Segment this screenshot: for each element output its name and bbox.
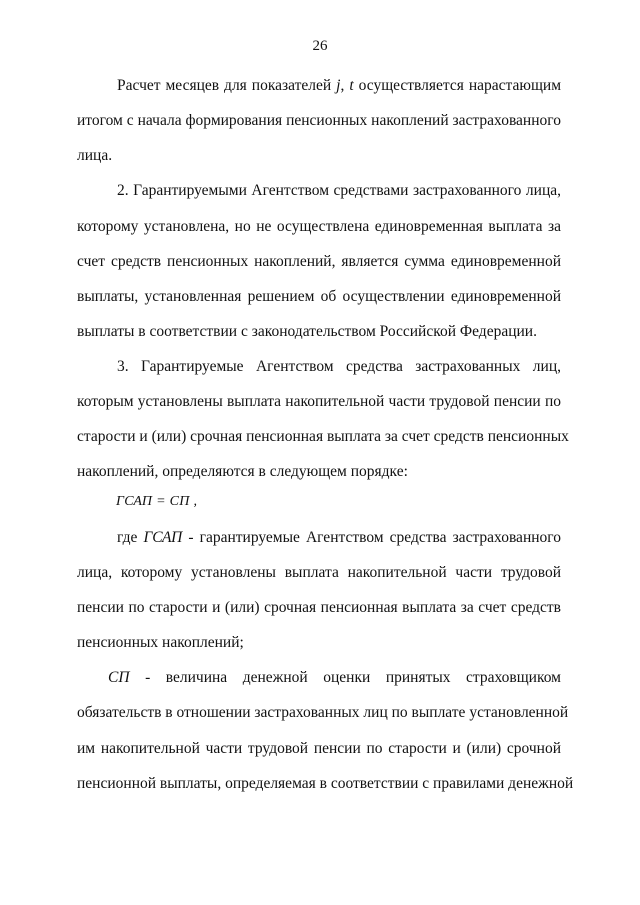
text-fragment: Расчет месяцев для показателей [117, 77, 337, 94]
variable-j: j [336, 77, 341, 94]
definition-sp-line-2: обязательств в отношении застрахованных лиц по выплате установленной [77, 704, 569, 721]
variable-t: t [349, 77, 354, 94]
paragraph-2-line-5: выплаты в соответствии с законодательством Российской Федерации. [77, 323, 537, 340]
paragraph-1-line-1 [117, 76, 561, 96]
paragraph-1-line-2: итогом с начала формирования пенсионных накоплений застрахованного [77, 112, 561, 129]
paragraph-3-line-3: старости и (или) срочная пенсионная выплата за счет средств пенсионных [77, 428, 569, 445]
definition-sp-line-3: им накопительной части трудовой пенсии по старости и (или) срочной [77, 740, 561, 757]
definition-gsap-line-1 [117, 528, 561, 548]
paragraph-3-line-4: накоплений, определяются в следующем порядке: [77, 463, 408, 480]
definition-gsap-line-3: пенсии по старости и (или) срочная пенсионная выплата за счет средств [77, 599, 561, 616]
definition-gsap-line-2: лица, которому установлены выплата накопительной части трудовой [77, 564, 561, 581]
formula-gsap: ГСАП = СП , [116, 494, 198, 509]
paragraph-2-line-3: счет средств пенсионных накоплений, является сумма единовременной [77, 253, 561, 270]
text-fragment: , [340, 77, 350, 94]
term-sp: СП [108, 669, 130, 686]
text-fragment: - величина денежной оценки принятых страховщиком [129, 669, 561, 686]
definition-sp-line-4: пенсионной выплаты, определяемая в соответствии с правилами денежной [77, 775, 574, 792]
term-gsap: ГСАП [143, 529, 183, 546]
text-fragment: осуществляется нарастающим [353, 77, 562, 94]
paragraph-1-line-3: лица. [77, 147, 113, 164]
page-number: 26 [312, 38, 328, 54]
definition-gsap-line-4: пенсионных накоплений; [77, 634, 244, 651]
paragraph-2-line-2: которому установлена, но не осуществлена единовременная выплата за [77, 218, 561, 235]
paragraph-2-line-4: выплаты, установленная решением об осуществлении единовременной [77, 288, 561, 305]
text-fragment: где [117, 529, 144, 546]
definition-sp-line-1 [108, 668, 561, 688]
paragraph-3-line-2: которым установлены выплата накопительной части трудовой пенсии по [77, 393, 561, 410]
paragraph-3-line-1: 3. Гарантируемые Агентством средства застрахованных лиц, [117, 358, 561, 375]
text-fragment: - гарантируемые Агентством средства застрахованного [182, 529, 562, 546]
paragraph-2-line-1: 2. Гарантируемыми Агентством средствами застрахованного лица, [117, 182, 561, 199]
